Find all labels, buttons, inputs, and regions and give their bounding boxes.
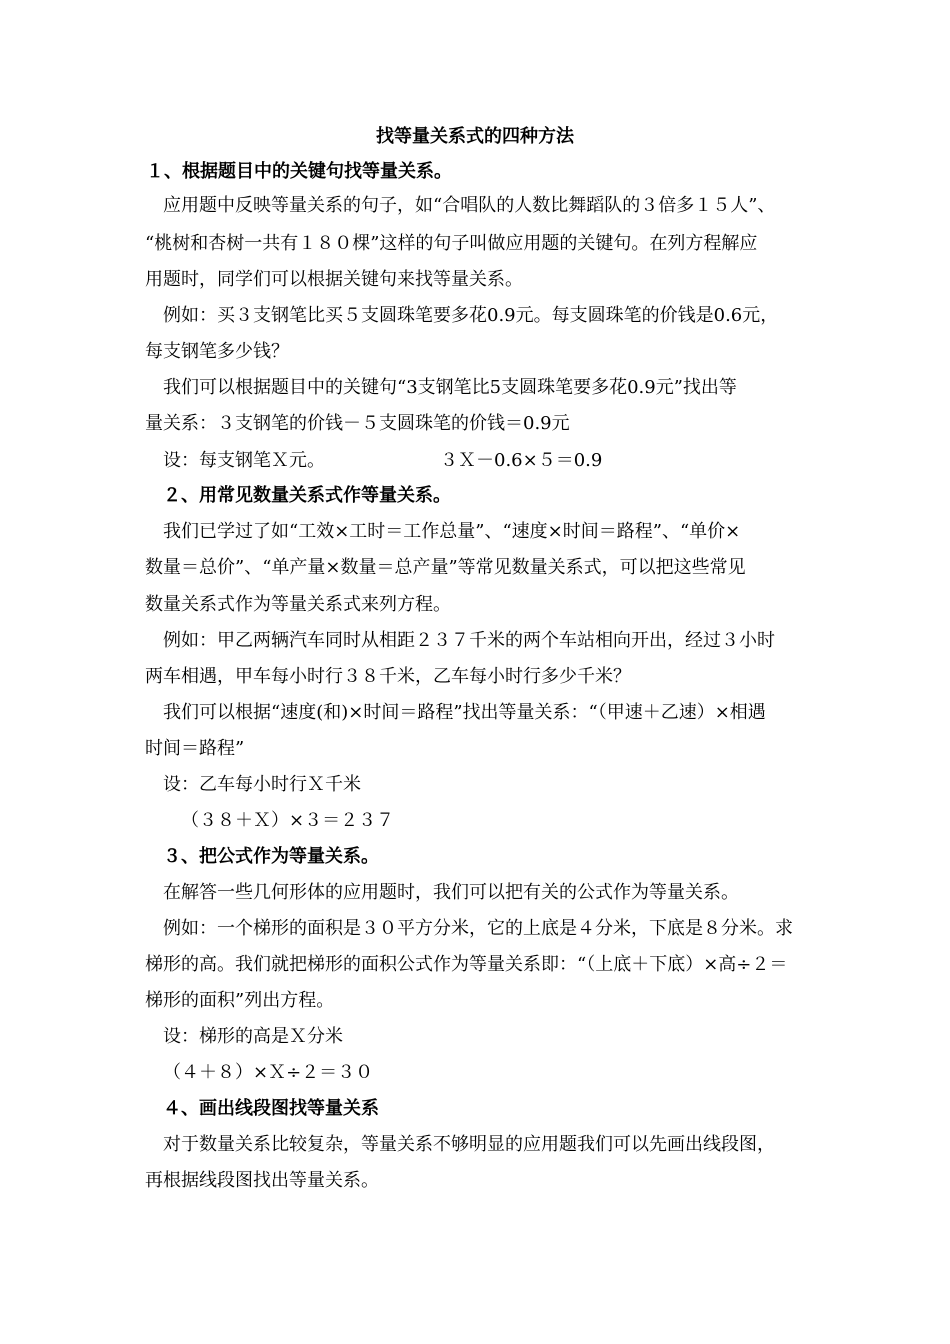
- section-3-example-line-3: 梯形的面积”列出方程。: [145, 990, 335, 1011]
- section-3-heading: ３、把公式作为等量关系。: [163, 846, 379, 867]
- section-1-equation: ３Ｘ－0.6×５＝0.9: [440, 450, 603, 471]
- section-3-equation: （４＋８）×Ｘ÷２＝３０: [163, 1062, 374, 1083]
- section-4-heading: ４、画出线段图找等量关系: [163, 1098, 379, 1119]
- section-1-paragraph-3-line-1: 我们可以根据题目中的关键句“3支钢笔比5支圆珠笔要多花0.9元”找出等: [163, 377, 737, 398]
- section-2-paragraph-3-line-1: 我们可以根据“速度(和)×时间＝路程”找出等量关系：“（甲速＋乙速）×相遇: [163, 702, 766, 723]
- section-1-heading: １、根据题目中的关键句找等量关系。: [146, 161, 452, 182]
- section-2-paragraph-1-line-2: 数量＝总价”、“单产量×数量＝总产量”等常见数量关系式，可以把这些常见: [145, 557, 746, 578]
- section-1-set-statement: 设：每支钢笔Ｘ元。: [163, 450, 325, 471]
- document-title: 找等量关系式的四种方法: [376, 126, 574, 147]
- section-3-set-statement: 设：梯形的高是Ｘ分米: [163, 1026, 343, 1047]
- section-1-paragraph-1-line-1: 应用题中反映等量关系的句子，如“合唱队的人数比舞蹈队的３倍多１５人”、: [163, 195, 776, 216]
- section-4-paragraph-1-line-2: 再根据线段图找出等量关系。: [145, 1170, 379, 1191]
- section-2-paragraph-1-line-1: 我们已学过了如“工效×工时＝工作总量”、“速度×时间＝路程”、“单价×: [163, 521, 741, 542]
- section-2-set-statement: 设：乙车每小时行Ｘ千米: [163, 774, 361, 795]
- section-1-example-line-1: 例如：买３支钢笔比买５支圆珠笔要多花0.9元。每支圆珠笔的价钱是0.6元，: [163, 305, 779, 326]
- section-2-paragraph-1-line-3: 数量关系式作为等量关系式来列方程。: [145, 594, 451, 615]
- section-3-example-line-1: 例如：一个梯形的面积是３０平方分米，它的上底是４分米，下底是８分米。求: [163, 918, 793, 939]
- section-3-example-line-2: 梯形的高。我们就把梯形的面积公式作为等量关系即：“（上底＋下底）×高÷２＝: [145, 954, 788, 975]
- section-4-paragraph-1-line-1: 对于数量关系比较复杂，等量关系不够明显的应用题我们可以先画出线段图，: [163, 1134, 775, 1155]
- section-2-heading: ２、用常见数量关系式作等量关系。: [163, 485, 451, 506]
- section-1-paragraph-3-line-2: 量关系：３支钢笔的价钱－５支圆珠笔的价钱＝0.9元: [145, 413, 570, 434]
- section-2-example-line-1: 例如：甲乙两辆汽车同时从相距２３７千米的两个车站相向开出，经过３小时: [163, 630, 775, 651]
- section-1-example-line-2: 每支钢笔多少钱？: [145, 341, 289, 362]
- section-3-paragraph-1-line-1: 在解答一些几何形体的应用题时，我们可以把有关的公式作为等量关系。: [163, 882, 739, 903]
- section-2-example-line-2: 两车相遇，甲车每小时行３８千米，乙车每小时行多少千米？: [145, 666, 631, 687]
- section-1-paragraph-1-line-2: “桃树和杏树一共有１８０棵”这样的句子叫做应用题的关键句。在列方程解应: [145, 233, 758, 254]
- section-1-paragraph-1-line-3: 用题时，同学们可以根据关键句来找等量关系。: [145, 269, 523, 290]
- section-2-equation: （３８＋Ｘ）×３＝２３７: [181, 810, 395, 831]
- section-2-paragraph-3-line-2: 时间＝路程”: [145, 738, 245, 759]
